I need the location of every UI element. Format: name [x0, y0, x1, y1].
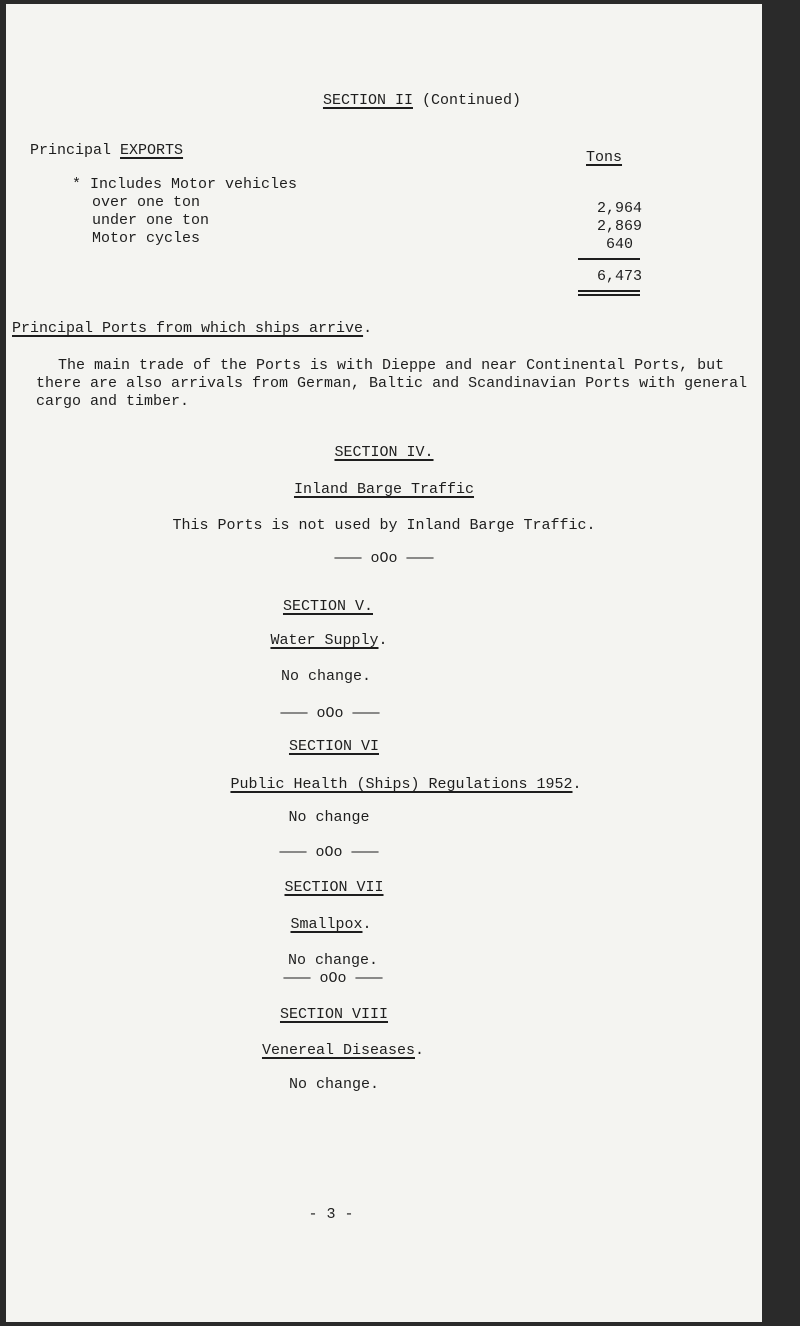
export-row-label: under one ton: [92, 212, 210, 229]
ports-paragraph-line: cargo and timber.: [36, 393, 190, 410]
continued-label: (Continued): [412, 92, 522, 109]
ports-heading: Principal Ports from which ships arrive.: [12, 320, 373, 337]
section-title: SECTION II: [322, 92, 413, 109]
exports-note: * Includes Motor vehicles: [72, 176, 298, 193]
export-row-label: over one ton: [92, 194, 201, 211]
section-title: SECTION VII: [284, 879, 384, 896]
exports-total: 6,473: [596, 268, 642, 285]
document-page: [6, 4, 762, 1322]
export-row-value: 640: [605, 236, 633, 253]
section-body: This Ports is not used by Inland Barge Traffic.: [172, 517, 596, 534]
section-title: SECTION VIII: [279, 1006, 389, 1023]
separator: ——— oOo ———: [283, 970, 383, 987]
section-title: SECTION V.: [282, 598, 373, 615]
section-subtitle: Water Supply.: [270, 632, 388, 649]
ports-paragraph-line: The main trade of the Ports is with Dieppe and near Continental Ports, but: [58, 357, 725, 374]
total-double-rule: [578, 294, 640, 296]
export-row-label: Motor cycles: [92, 230, 201, 247]
section-subtitle: Inland Barge Traffic: [293, 481, 475, 498]
subtotal-rule: [578, 258, 640, 260]
tons-unit-label: Tons: [586, 149, 623, 166]
section-title: SECTION VI: [288, 738, 379, 755]
exports-heading: Principal EXPORTS: [30, 142, 184, 159]
export-row-value: 2,869: [596, 218, 642, 235]
section-body: No change.: [280, 668, 371, 685]
section-body: No change.: [287, 952, 378, 969]
section-subtitle: Public Health (Ships) Regulations 1952.: [230, 776, 582, 793]
page-number: - 3 -: [308, 1206, 354, 1223]
section-title: SECTION IV.: [334, 444, 434, 461]
page-header: [6, 92, 800, 110]
section-subtitle: Venereal Diseases.: [261, 1042, 425, 1059]
separator: ——— oOo ———: [280, 705, 380, 722]
ports-paragraph-line: there are also arrivals from German, Baltic and Scandinavian Ports with general: [36, 375, 748, 392]
section-body: No change.: [288, 1076, 379, 1093]
separator: ——— oOo ———: [279, 844, 379, 861]
separator: ——— oOo ———: [334, 550, 434, 567]
export-row-value: 2,964: [596, 200, 642, 217]
section-body: No change: [288, 809, 370, 826]
total-double-rule: [578, 290, 640, 292]
section-subtitle: Smallpox.: [290, 916, 372, 933]
